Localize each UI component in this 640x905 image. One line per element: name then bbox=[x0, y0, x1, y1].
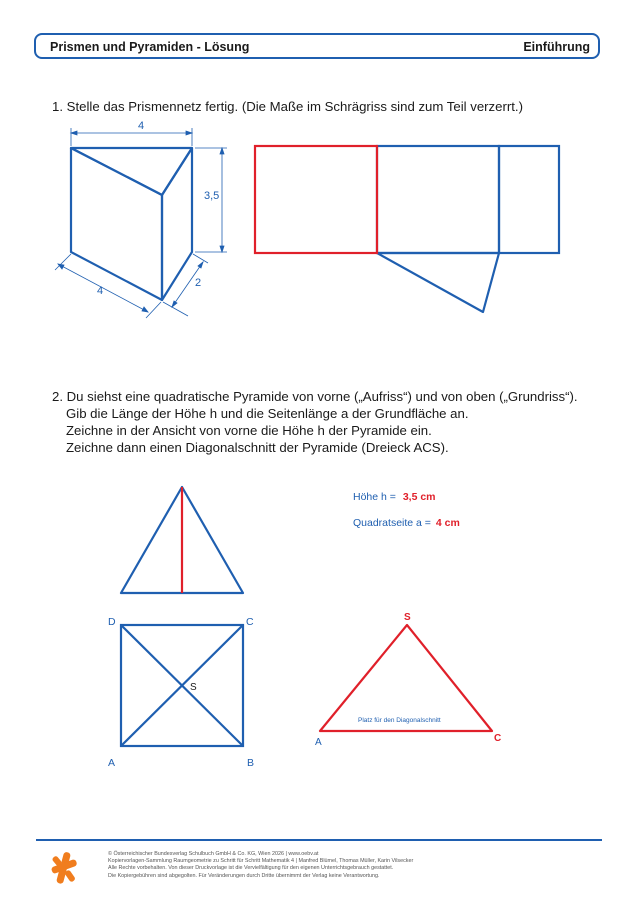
task-2-line-2: Gib die Länge der Höhe h und die Seitenlänge a der Grundfläche an. bbox=[66, 406, 469, 421]
footer-copyright bbox=[108, 851, 413, 880]
task-1-instruction: 1. Stelle das Prismennetz fertig. (Die Maße im Schrägriss sind zum Teil verzerrt.) bbox=[52, 99, 523, 114]
triangle-label-c: C bbox=[494, 733, 502, 744]
task-2-line-1: 2. Du siehst eine quadratische Pyramide von vorne („Aufriss“) und von oben („Grundriss“). bbox=[52, 389, 578, 404]
dim-height-label: 3,5 bbox=[204, 190, 220, 202]
footer-divider bbox=[36, 839, 602, 841]
label-s-center: S bbox=[190, 682, 197, 693]
task-2-line-4: Zeichne dann einen Diagonalschnitt der Pyramide (Dreieck ACS). bbox=[66, 440, 449, 455]
footer-line-3: Alle Rechte vorbehalten. Von dieser Druckvorlage ist die Vervielfältigung für den eigenen Unterrichtsgebrauch gestattet. bbox=[108, 865, 394, 872]
answer-height bbox=[353, 491, 436, 503]
answer-side-label: Quadratseite a = bbox=[353, 517, 434, 529]
triangle-label-a: A bbox=[315, 737, 322, 748]
diagonal-section-triangle bbox=[320, 625, 492, 731]
top-view-square bbox=[121, 625, 243, 746]
answer-height-label: Höhe h = bbox=[353, 491, 399, 503]
dim-bottom-label: 4 bbox=[97, 285, 104, 297]
label-b: B bbox=[247, 757, 255, 769]
footer-line-1: © Österreichischer Bundesverlag Schulbuch GmbH & Co. KG, Wien 2026 | www.oebv.at bbox=[108, 851, 319, 857]
triangle-caption: Platz für den Diagonalschnitt bbox=[358, 717, 441, 724]
page-title: Prismen und Pyramiden - Lösung bbox=[50, 40, 250, 54]
publisher-logo-icon bbox=[50, 850, 78, 886]
label-c: C bbox=[246, 616, 254, 628]
answer-side bbox=[353, 517, 460, 529]
task-2-line-3: Zeichne in der Ansicht von vorne die Höhe h der Pyramide ein. bbox=[66, 423, 432, 438]
section-label: Einführung bbox=[523, 40, 590, 54]
label-d: D bbox=[108, 616, 116, 628]
dim-depth-label: 2 bbox=[195, 277, 202, 289]
dim-top-label: 4 bbox=[138, 120, 145, 132]
footer-line-2: Kopiervorlagen-Sammlung Raumgeometrie zu Schritt für Schritt Mathematik 4 | Manfred Blümel, Thomas Müller, Karin Vilsecker bbox=[108, 858, 414, 865]
footer-line-4: Die Kopiergebühren sind abgegolten. Für Veränderungen durch Dritte übernimmt der Verlag keine Verantwortung. bbox=[108, 872, 380, 879]
triangle-label-s: S bbox=[404, 612, 411, 623]
answer-height-value: 3,5 cm bbox=[402, 491, 436, 503]
label-a: A bbox=[108, 757, 116, 769]
answer-side-value: 4 cm bbox=[435, 517, 460, 529]
